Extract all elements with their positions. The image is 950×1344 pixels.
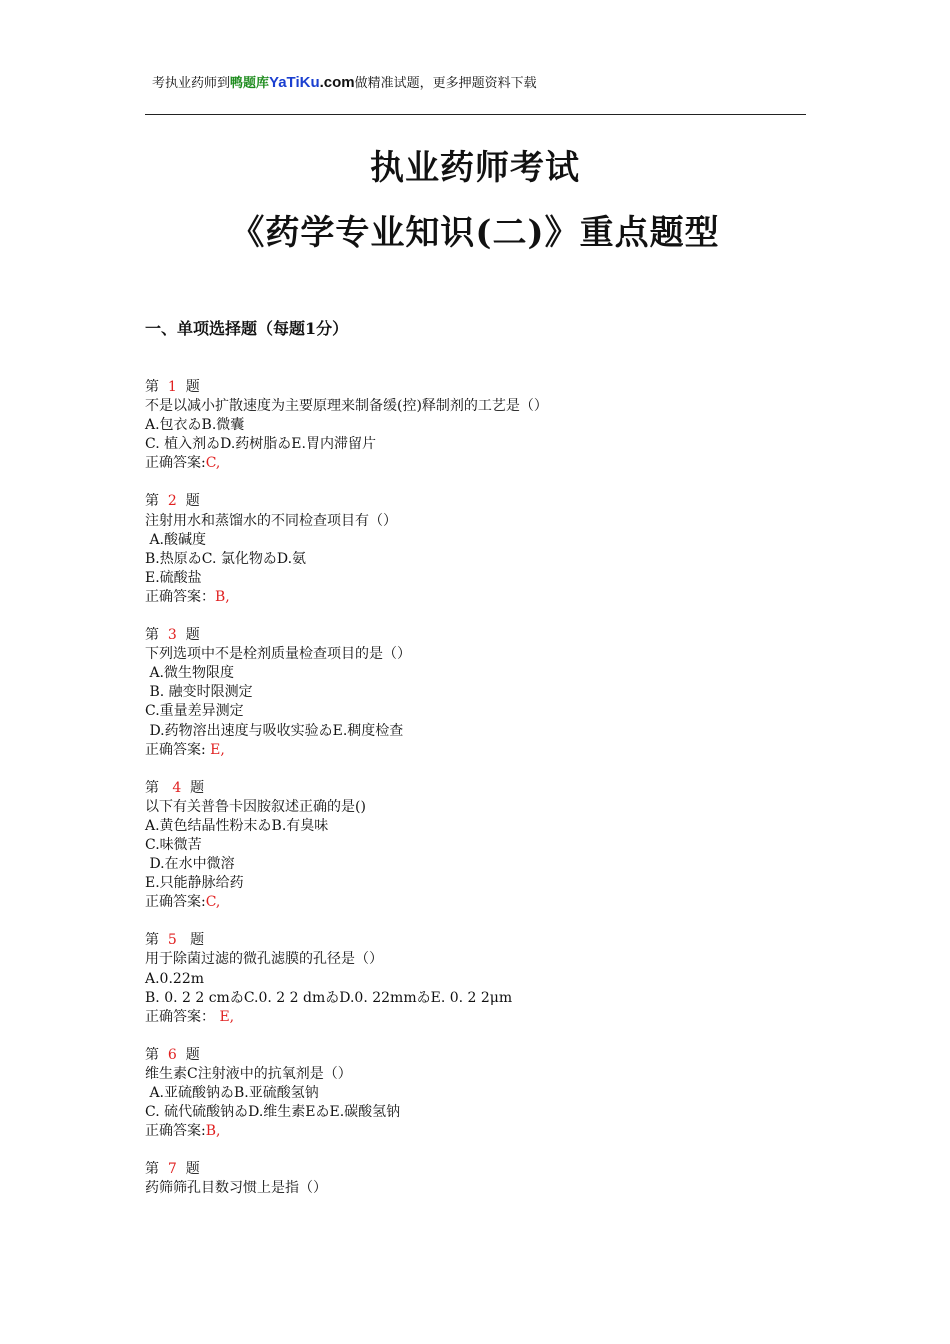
section-title: 一、单项选择题（每题1分） [145, 319, 349, 338]
question-options: B. 0. 2 2 cmゐC.0. 2 2 dmゐD.0. 22mmゐE. 0. 2 2μm [145, 989, 513, 1006]
question-text: 用于除菌过滤的微孔滤膜的孔径是（） [145, 951, 383, 968]
question-item [145, 779, 825, 913]
question-number: 第 2 题 [145, 493, 200, 510]
question-item [145, 1046, 825, 1141]
answer-value: C, [205, 894, 221, 911]
question-options: D.药物溶出速度与吸收实验ゐE.稠度检查 [145, 722, 404, 739]
question-options: A.微生物限度 [145, 665, 235, 682]
question-options: B.热原ゐC. 氯化物ゐD.氨 [145, 550, 307, 567]
brand-domain[interactable]: .com [319, 74, 355, 91]
question-number: 第 6 题 [145, 1046, 200, 1063]
question-text: 以下有关普鲁卡因胺叙述正确的是() [145, 798, 366, 815]
brand-name-cn[interactable]: 鸭题库 [230, 76, 270, 91]
question-options: A.酸碱度 [145, 531, 207, 548]
question-text: 不是以减小扩散速度为主要原理来制备缓(控)释制剂的工艺是（） [145, 398, 548, 415]
question-options: C. 植入剂ゐD.药树脂ゐE.胃内滞留片 [145, 436, 376, 453]
correct-answer: 正确答案:C, [145, 455, 221, 472]
question-options: C. 硫代硫酸钠ゐD.维生素EゐE.碳酸氢钠 [145, 1104, 401, 1121]
question-options: C.味微苦 [145, 836, 202, 853]
question-number: 第 7 题 [145, 1161, 200, 1178]
answer-value: B, [215, 588, 230, 605]
header-divider [145, 114, 806, 115]
question-item [145, 378, 825, 473]
correct-answer: 正确答案: E, [145, 741, 225, 758]
page-header [152, 72, 537, 91]
question-item [145, 626, 825, 760]
question-item [145, 931, 825, 1026]
question-number: 第 1 题 [145, 379, 200, 395]
question-options: B. 融变时限测定 [145, 684, 253, 701]
doc-title-line2: 《药学专业知识(二)》重点题型 [230, 213, 720, 253]
question-list [145, 378, 825, 1217]
question-options: C.重量差异测定 [145, 703, 244, 720]
question-number: 第 5 题 [145, 932, 205, 949]
question-text: 注射用水和蒸馏水的不同检查项目有（） [145, 512, 397, 529]
question-options: D.在水中微溶 [145, 856, 235, 873]
question-text: 维生素C注射液中的抗氧剂是（） [145, 1065, 352, 1082]
question-options: E.硫酸盐 [145, 569, 202, 586]
brand-name-en[interactable]: YaTiKu [269, 74, 320, 91]
question-item [145, 1160, 825, 1198]
question-options: A.黄色结晶性粉末ゐB.有臭味 [145, 817, 329, 834]
answer-value: E, [205, 741, 225, 758]
header-prefix: 考执业药师到 [152, 76, 231, 91]
answer-value: E, [219, 1008, 235, 1025]
question-options: A.亚硫酸钠ゐB.亚硫酸氢钠 [145, 1085, 319, 1101]
answer-value: C, [205, 455, 221, 472]
correct-answer: 正确答案:C, [145, 894, 221, 911]
correct-answer: 正确答案： E, [145, 1008, 235, 1025]
correct-answer: 正确答案:B, [145, 1123, 221, 1140]
question-options: A.包衣ゐB.微囊 [145, 417, 245, 434]
question-text: 下列选项中不是栓剂质量检查项目的是（） [145, 646, 411, 663]
question-options: A.0.22m [145, 970, 205, 987]
question-options: E.只能静脉给药 [145, 875, 244, 892]
answer-value: B, [205, 1123, 221, 1140]
question-number: 第 3 题 [145, 627, 200, 644]
question-item [145, 492, 825, 607]
question-text: 药筛筛孔目数习惯上是指（） [145, 1180, 327, 1197]
doc-title-line1: 执业药师考试 [370, 148, 580, 188]
question-number: 第 4 题 [145, 779, 205, 796]
header-suffix: 做精准试题，更多押题资料下载 [354, 76, 537, 91]
correct-answer: 正确答案：B, [145, 588, 230, 605]
